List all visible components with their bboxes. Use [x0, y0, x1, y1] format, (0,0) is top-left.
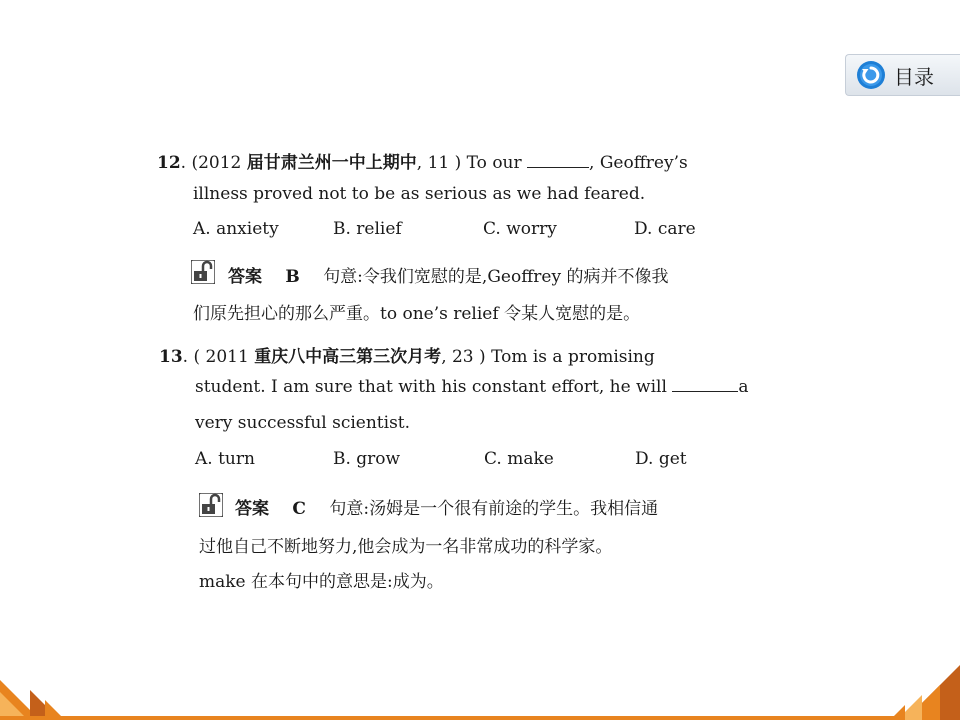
q13-answer-line1 — [235, 494, 658, 519]
q12-option-c: C. worry — [483, 219, 557, 239]
q12-source: 届甘肃兰州一中上期中 — [246, 153, 417, 173]
q13-option-b: B. grow — [333, 449, 401, 469]
q13-source: 重庆八中高三第三次月考 — [254, 347, 442, 367]
q13-answer-label: 答案 — [235, 499, 269, 519]
q13-number: 13 — [159, 347, 183, 367]
toc-label: 目录 — [894, 64, 934, 89]
q12-explanation-2: 们原先担心的那么严重。to one’s relief 令某人宽慰的是。 — [193, 304, 641, 324]
q12-answer-letter: B — [285, 267, 300, 287]
q12-stem-line2: illness proved not to be as serious as we had feared. — [193, 184, 646, 204]
q13-line2-post: a — [738, 377, 749, 397]
corner-decoration-right — [850, 665, 960, 720]
q13-explanation-2: 过他自己不断地努力,他会成为一名非常成功的科学家。 — [199, 537, 613, 557]
q12-stem-after-blank: , Geoffrey’s — [589, 153, 688, 173]
q12-option-d: D. care — [634, 219, 696, 239]
q13-option-d: D. get — [635, 449, 687, 469]
q13-source-pre: . ( 2011 — [182, 347, 255, 367]
toc-button[interactable] — [845, 54, 960, 96]
unlock-icon[interactable] — [191, 260, 215, 284]
unlock-icon[interactable] — [199, 493, 223, 517]
bottom-rule — [80, 712, 960, 720]
q13-option-c: C. make — [484, 449, 554, 469]
q13-source-post: , 23 ) Tom is a promising — [441, 347, 655, 367]
q13-line2-pre: student. I am sure that with his constant effort, he will — [195, 377, 667, 397]
q13-stem-line3: very successful scientist. — [195, 413, 411, 433]
corner-decoration-left — [0, 660, 110, 720]
q12-answer-line1 — [228, 262, 668, 287]
q12-source-post: , 11 ) To our — [416, 153, 522, 173]
q13-stem-line1 — [159, 342, 655, 367]
q12-option-b: B. relief — [333, 219, 402, 239]
refresh-circle-icon — [856, 60, 886, 90]
q13-blank — [672, 377, 738, 392]
q13-answer-letter: C — [292, 499, 306, 519]
q13-stem-line2 — [195, 377, 748, 397]
q13-option-a: A. turn — [195, 449, 255, 469]
q12-source-pre: . (2012 — [180, 153, 247, 173]
q12-blank — [527, 153, 589, 168]
q12-explanation-1: 句意:令我们宽慰的是,Geoffrey 的病并不像我 — [323, 267, 669, 287]
q13-explanation-1: 句意:汤姆是一个很有前途的学生。我相信通 — [329, 499, 659, 519]
q12-option-a: A. anxiety — [193, 219, 279, 239]
q12-answer-label: 答案 — [228, 267, 262, 287]
q12-stem-line1 — [157, 148, 688, 173]
q13-explanation-3: make 在本句中的意思是:成为。 — [199, 572, 444, 592]
q12-number: 12 — [157, 153, 181, 173]
